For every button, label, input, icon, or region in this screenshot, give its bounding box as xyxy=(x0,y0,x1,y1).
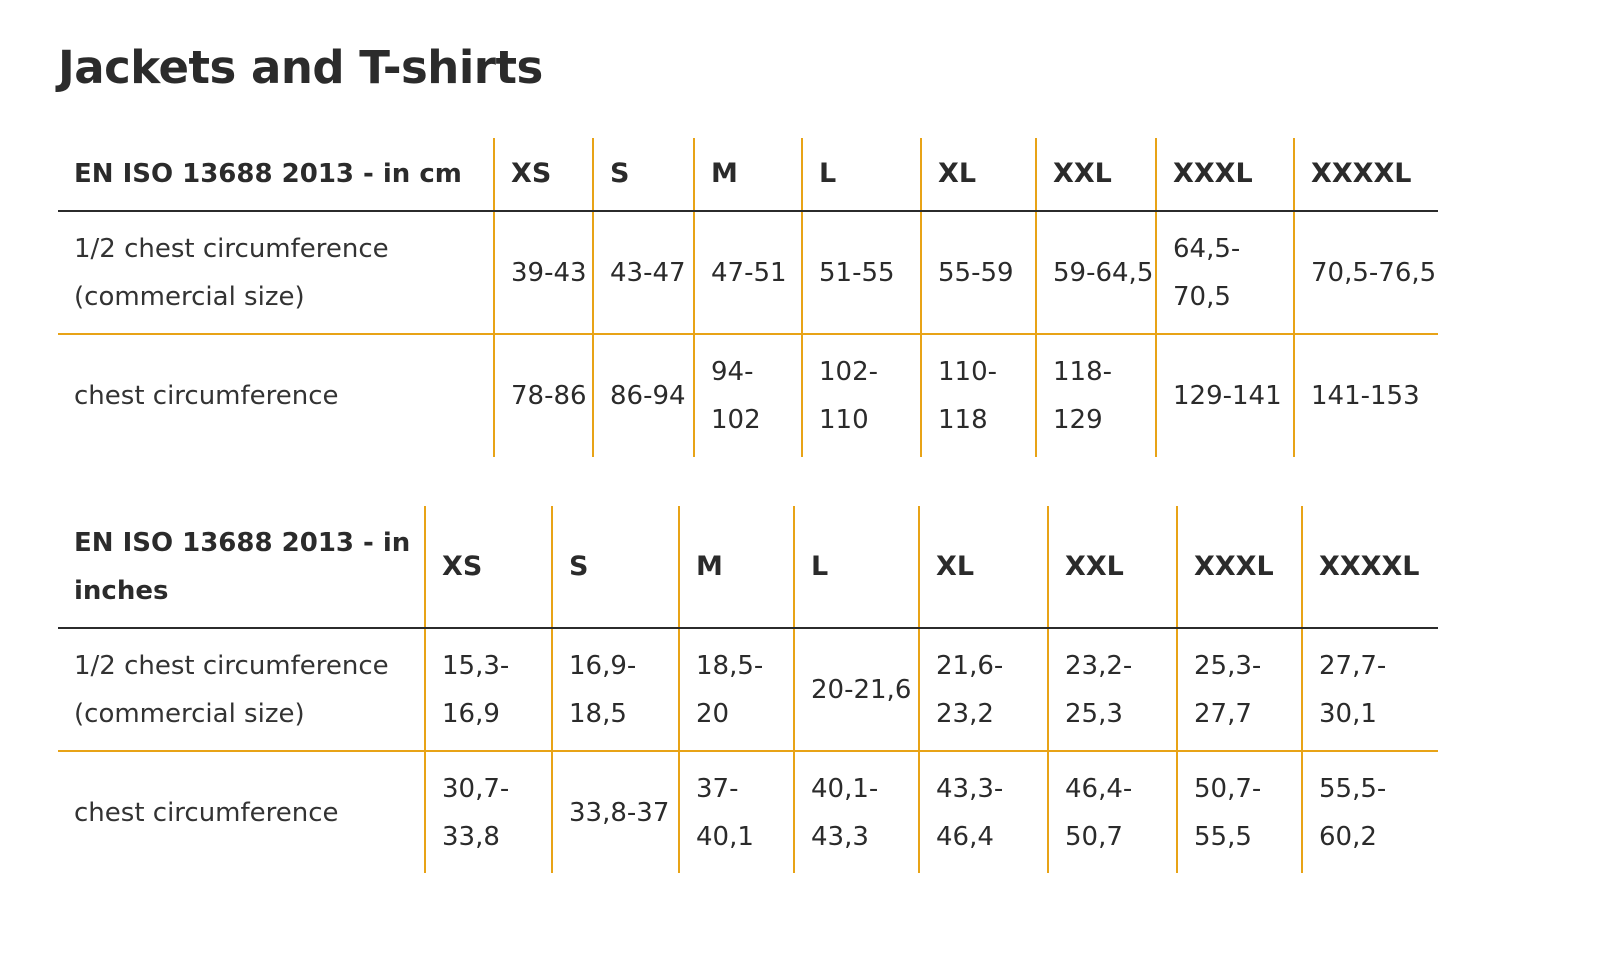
table-cell: 47-51 xyxy=(694,211,802,334)
table-header-row xyxy=(58,506,1438,628)
size-header-s: S xyxy=(593,138,694,211)
table-cell: 50,7-55,5 xyxy=(1177,751,1302,873)
size-header-l: L xyxy=(794,506,919,628)
table-cell: 16,9-18,5 xyxy=(552,628,679,751)
table-row xyxy=(58,211,1438,334)
table-cell: 55,5-60,2 xyxy=(1302,751,1438,873)
table-row xyxy=(58,334,1438,457)
size-table-cm xyxy=(58,138,1438,457)
table-cell: 33,8-37 xyxy=(552,751,679,873)
size-header-xxl: XXL xyxy=(1048,506,1177,628)
row-label: 1/2 chest circumference (commercial size) xyxy=(58,628,425,751)
size-header-xxxxl: XXXXL xyxy=(1294,138,1438,211)
table-cell: 25,3-27,7 xyxy=(1177,628,1302,751)
table-cell: 55-59 xyxy=(921,211,1036,334)
size-header-xxxxl: XXXXL xyxy=(1302,506,1438,628)
table-cell: 141-153 xyxy=(1294,334,1438,457)
row-label: 1/2 chest circumference (commercial size) xyxy=(58,211,494,334)
size-header-s: S xyxy=(552,506,679,628)
page-title: Jackets and T-shirts xyxy=(58,41,543,94)
table-cell: 37-40,1 xyxy=(679,751,794,873)
table-cell: 43,3-46,4 xyxy=(919,751,1048,873)
size-header-xl: XL xyxy=(919,506,1048,628)
table-cell: 39-43 xyxy=(494,211,593,334)
table-cell: 20-21,6 xyxy=(794,628,919,751)
table-cell: 129-141 xyxy=(1156,334,1294,457)
table-row xyxy=(58,628,1438,751)
table-cell: 86-94 xyxy=(593,334,694,457)
table-header-label: EN ISO 13688 2013 - in cm xyxy=(58,138,494,211)
table-cell: 27,7-30,1 xyxy=(1302,628,1438,751)
size-header-m: M xyxy=(694,138,802,211)
size-header-m: M xyxy=(679,506,794,628)
table-cell: 78-86 xyxy=(494,334,593,457)
table-cell: 118-129 xyxy=(1036,334,1156,457)
table-cell: 46,4-50,7 xyxy=(1048,751,1177,873)
size-header-xxxl: XXXL xyxy=(1156,138,1294,211)
table-cell: 110-118 xyxy=(921,334,1036,457)
table-cell: 94-102 xyxy=(694,334,802,457)
table-cell: 21,6-23,2 xyxy=(919,628,1048,751)
table-cell: 43-47 xyxy=(593,211,694,334)
table-cell: 15,3-16,9 xyxy=(425,628,552,751)
size-header-l: L xyxy=(802,138,921,211)
table-cell: 18,5-20 xyxy=(679,628,794,751)
size-header-xs: XS xyxy=(494,138,593,211)
table-cell: 102-110 xyxy=(802,334,921,457)
size-table-inches xyxy=(58,506,1438,873)
table-cell: 23,2-25,3 xyxy=(1048,628,1177,751)
row-label: chest circumference xyxy=(74,797,339,828)
table-cell: 70,5-76,5 xyxy=(1294,211,1438,334)
size-header-xs: XS xyxy=(425,506,552,628)
size-header-xxl: XXL xyxy=(1036,138,1156,211)
table-header-label: EN ISO 13688 2013 - in inches xyxy=(58,506,425,628)
row-label: chest circumference xyxy=(74,381,339,411)
table-cell: 30,7-33,8 xyxy=(425,751,552,873)
size-header-xl: XL xyxy=(921,138,1036,211)
table-cell: 51-55 xyxy=(802,211,921,334)
table-header-row xyxy=(58,138,1438,211)
table-cell: 40,1-43,3 xyxy=(794,751,919,873)
table-cell: 59-64,5 xyxy=(1036,211,1156,334)
table-cell: 64,5-70,5 xyxy=(1156,211,1294,334)
size-header-xxxl: XXXL xyxy=(1177,506,1302,628)
table-row xyxy=(58,751,1438,873)
